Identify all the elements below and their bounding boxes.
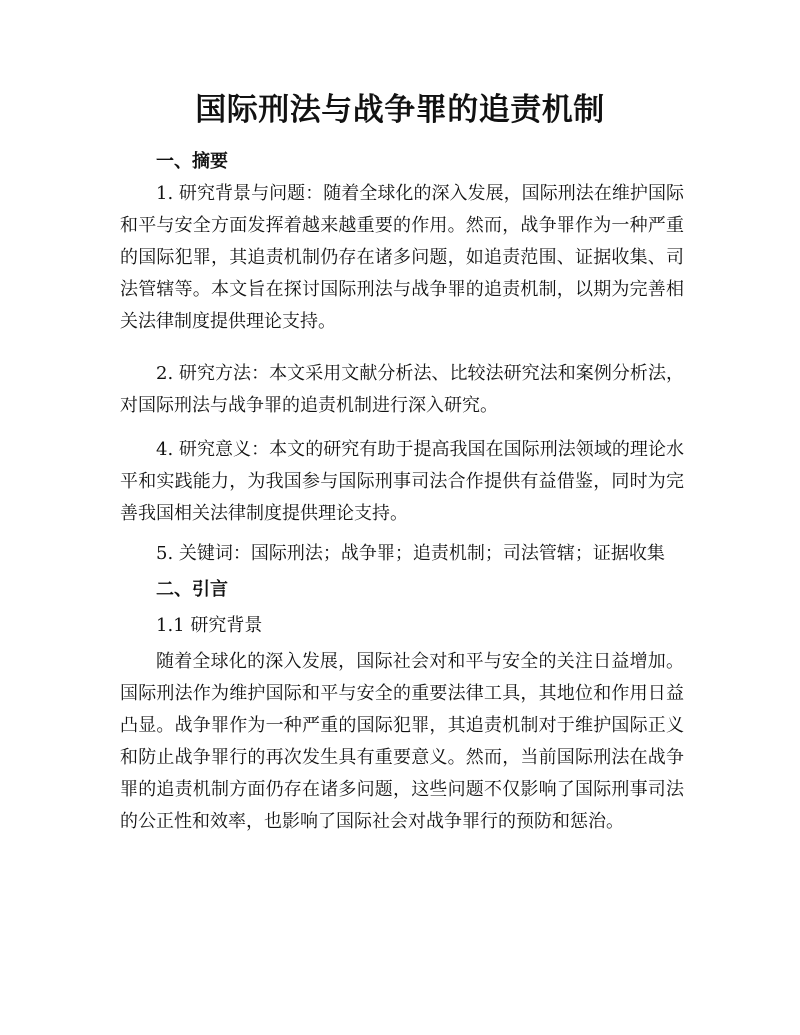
subsection-heading-background: 1.1 研究背景 — [156, 615, 263, 636]
paragraph-significance: 4. 研究意义：本文的研究有助于提高我国在国际刑法领域的理论水平和实践能力，为我国参与国际刑事司法合作提供有益借鉴，同时为完善我国相关法律制度提供理论支持。 — [120, 439, 684, 524]
section-heading-introduction: 二、引言 — [156, 579, 228, 600]
paragraph-keywords: 5. 关键词：国际刑法；战争罪；追责机制；司法管辖；证据收集 — [156, 543, 665, 564]
document-title: 国际刑法与战争罪的追责机制 — [195, 92, 605, 128]
paragraph-background: 1. 研究背景与问题：随着全球化的深入发展，国际刑法在维护国际和平与安全方面发挥着越来越重要的作用。然而，战争罪作为一种严重的国际犯罪，其追责机制仍存在诸多问题，如追责范围、证据收集、司法管辖等。本文旨在探讨国际刑法与战争罪的追责机制，以期为完善相关法律制度提供理论支持。 — [120, 183, 684, 332]
paragraph-methods: 2. 研究方法：本文采用文献分析法、比较法研究法和案例分析法，对国际刑法与战争罪的追责机制进行深入研究。 — [120, 363, 684, 416]
paragraph-introduction: 随着全球化的深入发展，国际社会对和平与安全的关注日益增加。国际刑法作为维护国际和平与安全的重要法律工具，其地位和作用日益凸显。战争罪作为一种严重的国际犯罪，其追责机制对于维护国际正义和防止战争罪行的再次发生具有重要意义。然而，当前国际刑法在战争罪的追责机制方面仍存在诸多问题，这些问题不仅影响了国际刑事司法的公正性和效率，也影响了国际社会对战争罪行的预防和惩治。 — [120, 651, 684, 832]
section-heading-abstract: 一、摘要 — [156, 151, 228, 172]
